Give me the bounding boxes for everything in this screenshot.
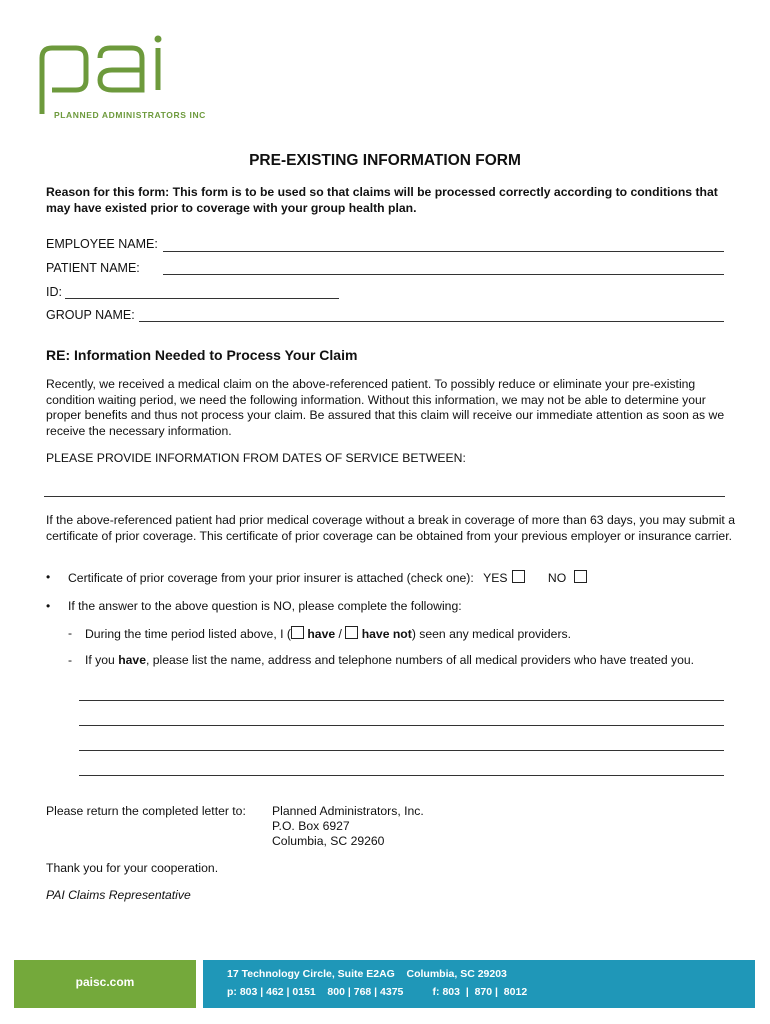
return-line-1: Planned Administrators, Inc.: [272, 804, 424, 818]
have-checkbox[interactable]: [291, 626, 304, 639]
sub2-after: , please list the name, address and telephone numbers of all medical providers who have treated you.: [145, 653, 695, 667]
sub2-have: have: [118, 653, 146, 667]
employee-name-line[interactable]: [163, 251, 724, 252]
footer-website[interactable]: paisc.com: [75, 975, 135, 989]
signature-text: PAI Claims Representative: [46, 888, 191, 902]
return-line-3: Columbia, SC 29260: [272, 834, 385, 848]
thanks-text: Thank you for your cooperation.: [46, 861, 219, 875]
group-name-line[interactable]: [139, 321, 724, 322]
return-line-2: P.O. Box 6927: [272, 819, 350, 833]
no-label: NO: [547, 571, 567, 585]
patient-name-line[interactable]: [163, 274, 724, 275]
have-label: have: [307, 627, 336, 641]
no-checkbox[interactable]: [574, 570, 587, 583]
footer-address: 17 Technology Circle, Suite E2AG Columbia, SC 29203: [227, 968, 507, 980]
form-reason: Reason for this form: This form is to be used so that claims will be processed correctly according to conditions that may have existed prior to coverage with your group health plan.: [46, 185, 718, 215]
bullet-certificate: [68, 570, 587, 585]
id-label: ID:: [46, 285, 62, 299]
bullet-certificate-text: Certificate of prior coverage from your prior insurer is attached (check one):: [68, 571, 474, 585]
have-not-checkbox[interactable]: [345, 626, 358, 639]
provider-line-2[interactable]: [79, 725, 724, 726]
sub-item-list-providers: [85, 653, 694, 667]
group-name-label: GROUP NAME:: [46, 308, 135, 322]
dates-prompt: PLEASE PROVIDE INFORMATION FROM DATES OF SERVICE BETWEEN:: [46, 451, 466, 465]
pai-logo: [36, 34, 176, 114]
employee-name-label: EMPLOYEE NAME:: [46, 237, 158, 251]
footer-website-block: [14, 960, 196, 1008]
dash-icon: -: [68, 653, 73, 667]
footer-phones: p: 803 | 462 | 0151 800 | 768 | 4375 f: 803 | 870 | 8012: [227, 986, 528, 998]
patient-name-label: PATIENT NAME:: [46, 261, 140, 275]
logo-subtitle: PLANNED ADMINISTRATORS INC: [54, 110, 206, 120]
sub1-sep: /: [335, 627, 346, 641]
return-label: Please return the completed letter to:: [46, 804, 246, 818]
id-line[interactable]: [65, 298, 339, 299]
yes-label: YES: [483, 571, 508, 585]
dash-icon: -: [68, 626, 73, 640]
form-title: PRE-EXISTING INFORMATION FORM: [249, 152, 521, 169]
bullet-if-no: If the answer to the above question is NO, please complete the following:: [68, 599, 462, 613]
re-heading: RE: Information Needed to Process Your Claim: [46, 347, 358, 363]
yes-checkbox[interactable]: [512, 570, 525, 583]
sub-item-providers-seen: [85, 626, 571, 641]
sub2-before: If you: [85, 653, 119, 667]
have-not-label: have not: [361, 627, 412, 641]
bullet-icon: •: [46, 570, 51, 584]
provider-line-1[interactable]: [79, 700, 724, 701]
intro-paragraph: Recently, we received a medical claim on the above-referenced patient. To possibly reduce or eliminate your pre-existing condition waiting period, we need the following information. Without this information, we may not be able to determine your proper benefits and thus not process your claim. Be assured that this claim will receive our immediate attention as soon as we receive the necessary information.: [46, 377, 725, 438]
bullet-icon: •: [46, 599, 51, 613]
coverage-paragraph: If the above-referenced patient had prior medical coverage without a break in coverage of more than 63 days, you may submit a certificate of prior coverage. This certificate of prior coverage can be obtained from your previous employer or insurance carrier.: [46, 513, 735, 543]
sub1-before: During the time period listed above, I (: [85, 627, 291, 641]
dates-line[interactable]: [44, 496, 725, 497]
sub1-after: ) seen any medical providers.: [411, 627, 571, 641]
footer-contact-block: [203, 960, 755, 1008]
provider-line-4[interactable]: [79, 775, 724, 776]
provider-line-3[interactable]: [79, 750, 724, 751]
